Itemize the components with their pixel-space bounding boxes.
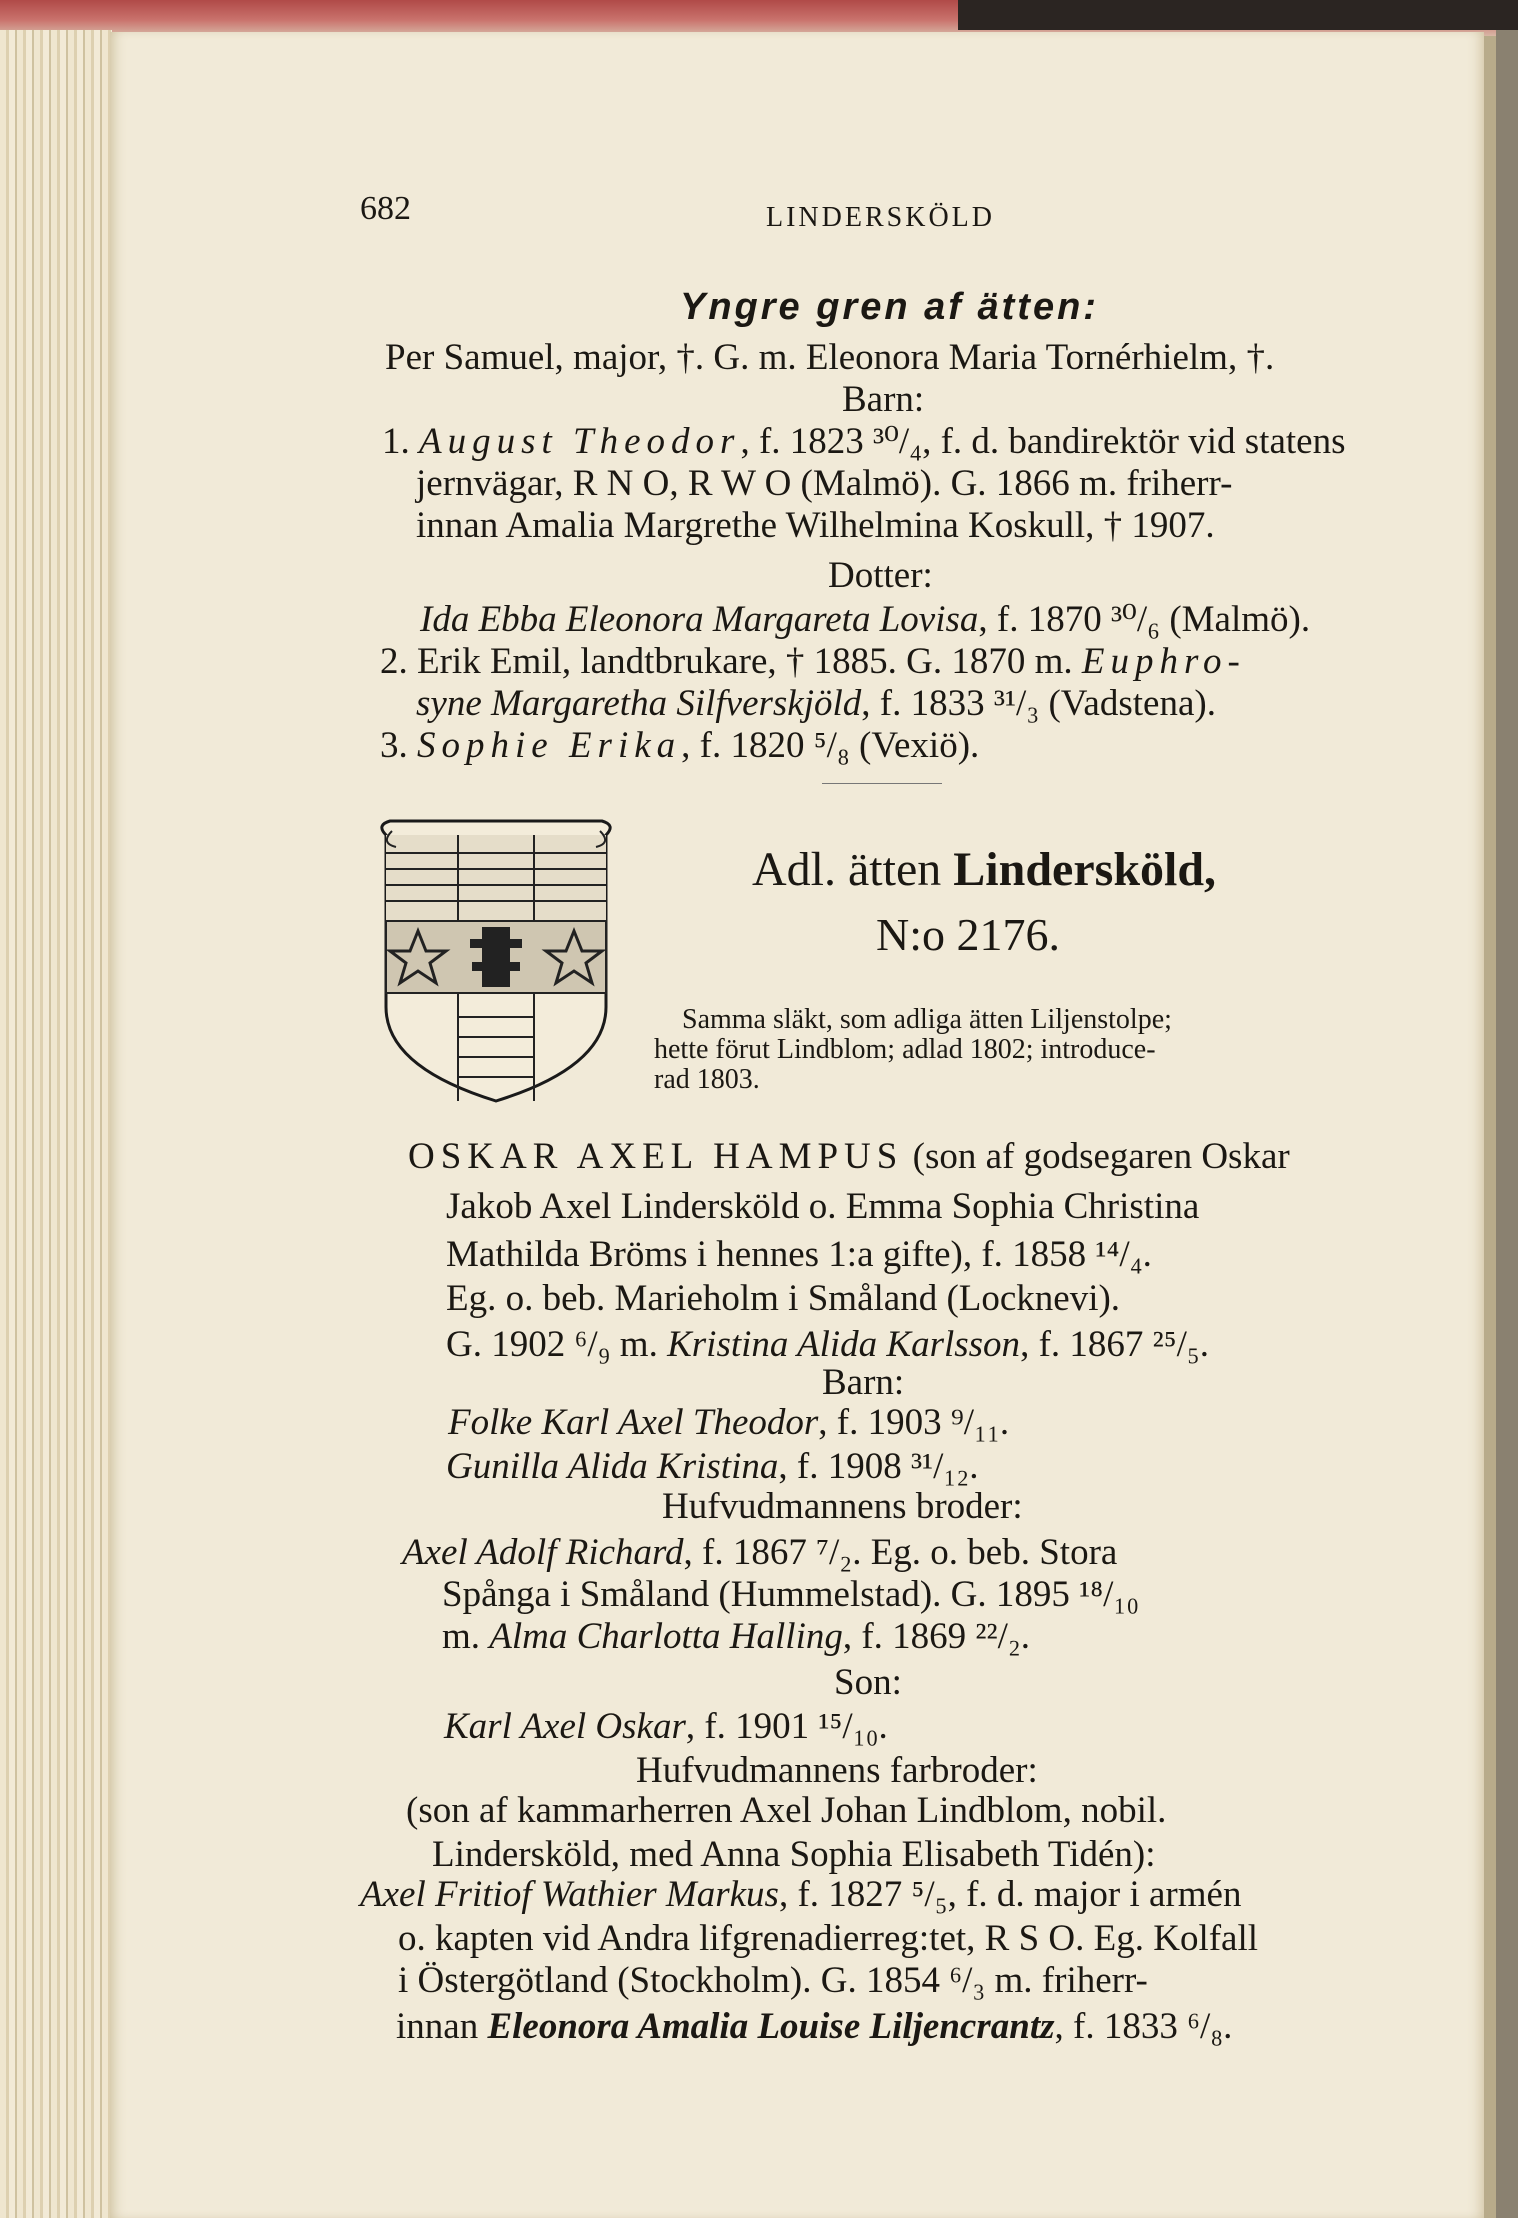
uncle-heading: Hufvudmannens farbroder: xyxy=(636,1750,1038,1791)
text-line: i Östergötland (Stockholm). G. 1854 ⁶/₃ m. friherr- xyxy=(398,1960,1148,2001)
intro-line: rad 1803. xyxy=(654,1064,760,1095)
brother-entry: Axel Adolf Richard, f. 1867 ⁷/₂. Eg. o. beb. Stora xyxy=(402,1532,1118,1573)
child-entry: Ida Ebba Eleonora Margareta Lovisa, f. 1870 ³⁰/₆ (Malmö). xyxy=(420,599,1311,640)
text-line: (son af kammarherren Axel Johan Lindblom, nobil. xyxy=(406,1790,1167,1831)
child-entry: 3. Sophie Erika, f. 1820 ⁵/₈ (Vexiö). xyxy=(380,725,980,766)
parent-line: Per Samuel, major, †. G. m. Eleonora Maria Tornérhielm, †. xyxy=(385,337,1275,378)
text-line: Jakob Axel Lindersköld o. Emma Sophia Christina xyxy=(446,1186,1200,1227)
intro-line: hette förut Lindblom; adlad 1802; introduce- xyxy=(654,1034,1156,1065)
child-entry: Folke Karl Axel Theodor, f. 1903 ⁹/₁₁. xyxy=(448,1402,1010,1443)
text-line: Spånga i Småland (Hummelstad). G. 1895 ¹⁸/₁₀ xyxy=(442,1574,1140,1615)
son-entry: Karl Axel Oskar, f. 1901 ¹⁵/₁₀. xyxy=(444,1706,888,1747)
son-heading: Son: xyxy=(834,1662,902,1703)
text-line: G. 1902 ⁶/₉ m. Kristina Alida Karlsson, f. 1867 ²⁵/₅. xyxy=(446,1324,1210,1365)
page-stack-right xyxy=(1496,30,1518,2218)
text-line: innan Eleonora Amalia Louise Liljencrantz, f. 1833 ⁶/₈. xyxy=(396,2006,1233,2047)
uncle-entry: Axel Fritiof Wathier Markus, f. 1827 ⁵/₅, f. d. major i armén xyxy=(360,1874,1242,1915)
coat-of-arms-icon xyxy=(372,817,620,1107)
main-entry-line: OSKAR AXEL HAMPUS (son af godsegaren Oskar xyxy=(408,1136,1290,1177)
child-entry: 2. Erik Emil, landtbrukare, † 1885. G. 1870 m. Euphro- xyxy=(380,641,1246,682)
page-stack-left xyxy=(0,30,112,2218)
running-title: LINDERSKÖLD xyxy=(766,202,995,233)
child-entry: 1. August Theodor, f. 1823 ³⁰/₄, f. d. bandirektör vid statens xyxy=(382,421,1346,462)
book-spine-shadow xyxy=(958,0,1518,30)
divider xyxy=(822,783,942,784)
text-line: Mathilda Bröms i hennes 1:a gifte), f. 1858 ¹⁴/₄. xyxy=(446,1234,1152,1275)
text-line: jernvägar, R N O, R W O (Malmö). G. 1866 m. friherr- xyxy=(416,463,1233,504)
children-heading: Barn: xyxy=(842,379,925,420)
section-heading: Yngre gren af ätten: xyxy=(680,286,1099,328)
text-line: o. kapten vid Andra lifgrenadierreg:tet, R S O. Eg. Kolfall xyxy=(398,1918,1259,1959)
text-line: Eg. o. beb. Marieholm i Småland (Locknevi). xyxy=(446,1278,1121,1319)
text-line: m. Alma Charlotta Halling, f. 1869 ²²/₂. xyxy=(442,1616,1031,1657)
brother-heading: Hufvudmannens broder: xyxy=(662,1486,1023,1527)
intro-line: Samma släkt, som adliga ätten Liljenstolpe; xyxy=(682,1004,1172,1035)
text-line: innan Amalia Margrethe Wilhelmina Koskull, † 1907. xyxy=(416,505,1215,546)
child-entry: Gunilla Alida Kristina, f. 1908 ³¹/₁₂. xyxy=(446,1446,979,1487)
text-line: syne Margaretha Silfverskjöld, f. 1833 ³¹/₃ (Vadstena). xyxy=(416,683,1216,724)
children-heading: Barn: xyxy=(822,1362,905,1403)
family-title: Adl. ätten Lindersköld, xyxy=(752,843,1217,896)
page-number: 682 xyxy=(360,190,411,227)
subheading: Dotter: xyxy=(828,555,933,596)
text-line: Lindersköld, med Anna Sophia Elisabeth Tidén): xyxy=(432,1834,1156,1875)
family-number: N:o 2176. xyxy=(876,909,1060,960)
